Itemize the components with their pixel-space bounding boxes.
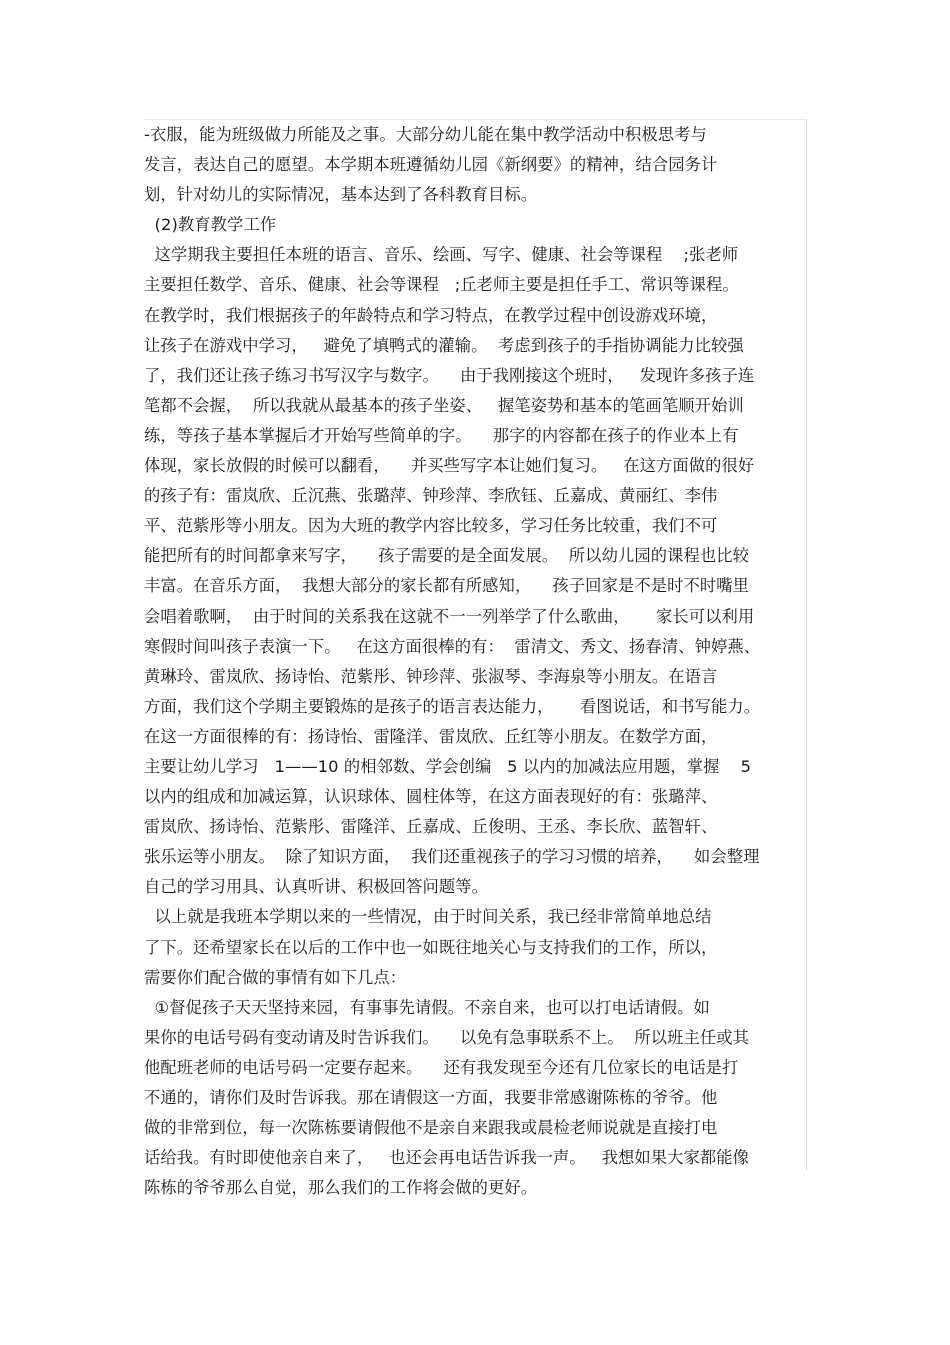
text-line: 练，等孩子基本掌握后才开始写些简单的字。 那字的内容都在孩子的作业本上有 bbox=[144, 425, 739, 445]
text-line: 以内的组成和加减运算，认识球体、圆柱体等，在这方面表现好的有：张璐萍、 bbox=[144, 787, 718, 807]
text-line: 了，我们还让孩子练习书写汉字与数字。 由于我刚接这个班时， 发现许多孩子连 bbox=[144, 365, 755, 385]
text-line: 方面，我们这个学期主要锻炼的是孩子的语言表达能力， 看图说话，和书写能力。 bbox=[144, 696, 761, 716]
text-line: 陈栋的爷爷那么自觉，那么我们的工作将会做的更好。 bbox=[144, 1178, 538, 1198]
text-line: 张乐运等小朋友。 除了知识方面， 我们还重视孩子的学习习惯的培养， 如会整理 bbox=[144, 847, 760, 867]
text-line: 在教学时，我们根据孩子的年龄特点和学习特点，在教学过程中创设游戏环境， bbox=[144, 305, 718, 325]
text-line: 话给我。有时即使他亲自来了， 也还会再电话告诉我一声。 我想如果大家都能像 bbox=[144, 1148, 749, 1168]
text-line: 黄琳玲、雷岚欣、扬诗怡、范紫彤、钟珍萍、张淑琴、李海泉等小朋友。在语言 bbox=[144, 666, 718, 686]
text-line: 能把所有的时间都拿来写字， 孩子需要的是全面发展。 所以幼儿园的课程也比较 bbox=[144, 546, 749, 566]
body-text bbox=[144, 120, 810, 1203]
text-line: 不通的，请你们及时告诉我。那在请假这一方面，我要非常感谢陈栋的爷爷。他 bbox=[144, 1088, 718, 1107]
section-heading: (2)教育教学工作 bbox=[144, 215, 277, 235]
text-line: ①督促孩子天天坚持来园，有事事先请假。不亲自来，也可以打电话请假。如 bbox=[144, 997, 710, 1017]
text-line: 自己的学习用具、认真听讲、积极回答问题等。 bbox=[144, 877, 489, 897]
text-line: 以上就是我班本学期以来的一些情况，由于时间关系，我已经非常简单地总结 bbox=[144, 907, 712, 927]
text-line: 雷岚欣、扬诗怡、范紫彤、雷隆洋、丘嘉成、丘俊明、王丞、李长欣、蓝智轩、 bbox=[144, 817, 718, 837]
text-line: 在这一方面很棒的有：扬诗怡、雷隆洋、雷岚欣、丘红等小朋友。在数学方面， bbox=[144, 726, 718, 746]
text-line: 了下。还希望家长在以后的工作中也一如既往地关心与支持我们的工作，所以， bbox=[144, 937, 718, 957]
text-line: 丰富。在音乐方面， 我想大部分的家长都有所感知， 孩子回家是不是时不时嘴里 bbox=[144, 576, 749, 596]
text-line: 笔都不会握， 所以我就从最基本的孩子坐姿、 握笔姿势和基本的笔画笔顺开始训 bbox=[144, 395, 744, 415]
text-line: 果你的电话号码有变动请及时告诉我们。 以免有急事联系不上。 所以班主任或其 bbox=[144, 1027, 749, 1047]
text-line: 需要你们配合做的事情有如下几点： bbox=[144, 967, 407, 987]
text-line: 发言，表达自己的愿望。本学期本班遵循幼儿园《新纲要》的精神，结合园务计 bbox=[144, 155, 718, 175]
text-line: 让孩子在游戏中学习， 避免了填鸭式的灌输。 考虑到孩子的手指协调能力比较强 bbox=[144, 335, 744, 355]
text-line: 他配班老师的电话号码一定要存起来。 还有我发现至今还有几位家长的电话是打 bbox=[144, 1057, 739, 1077]
text-line: 这学期我主要担任本班的语言、音乐、绘画、写字、健康、社会等课程 ;张老师 bbox=[144, 245, 739, 265]
text-line: 主要让幼儿学习 1——10 的相邻数、学会创编 5 以内的加减法应用题，掌握 5 bbox=[144, 756, 752, 776]
text-line: 平、范紫彤等小朋友。因为大班的教学内容比较多，学习任务比较重，我们不可 bbox=[144, 516, 718, 536]
text-line: 寒假时间叫孩子表演一下。 在这方面很棒的有： 雷清文、秀文、扬春清、钟婷燕、 bbox=[144, 636, 761, 656]
text-line: 会唱着歌啊， 由于时间的关系我在这就不一一列举学了什么歌曲， 家长可以利用 bbox=[144, 606, 755, 626]
text-line: 主要担任数学、音乐、健康、社会等课程 ;丘老师主要是担任手工、常识等课程。 bbox=[144, 275, 739, 295]
text-line: 体现，家长放假的时候可以翻看， 并买些写字本让她们复习。 在这方面做的很好 bbox=[144, 456, 755, 476]
text-line: 做的非常到位，每一次陈栋要请假他不是亲自来跟我或晨检老师说就是直接打电 bbox=[144, 1118, 718, 1138]
text-line: 划，针对幼儿的实际情况，基本达到了各科教育目标。 bbox=[144, 185, 538, 205]
text-line: 的孩子有：雷岚欣、丘沉燕、张璐萍、钟珍萍、李欣钰、丘嘉成、黄丽红、李伟 bbox=[144, 486, 718, 506]
text-line: -衣服，能为班级做力所能及之事。大部分幼儿能在集中教学活动中积极思考与 bbox=[144, 125, 707, 144]
